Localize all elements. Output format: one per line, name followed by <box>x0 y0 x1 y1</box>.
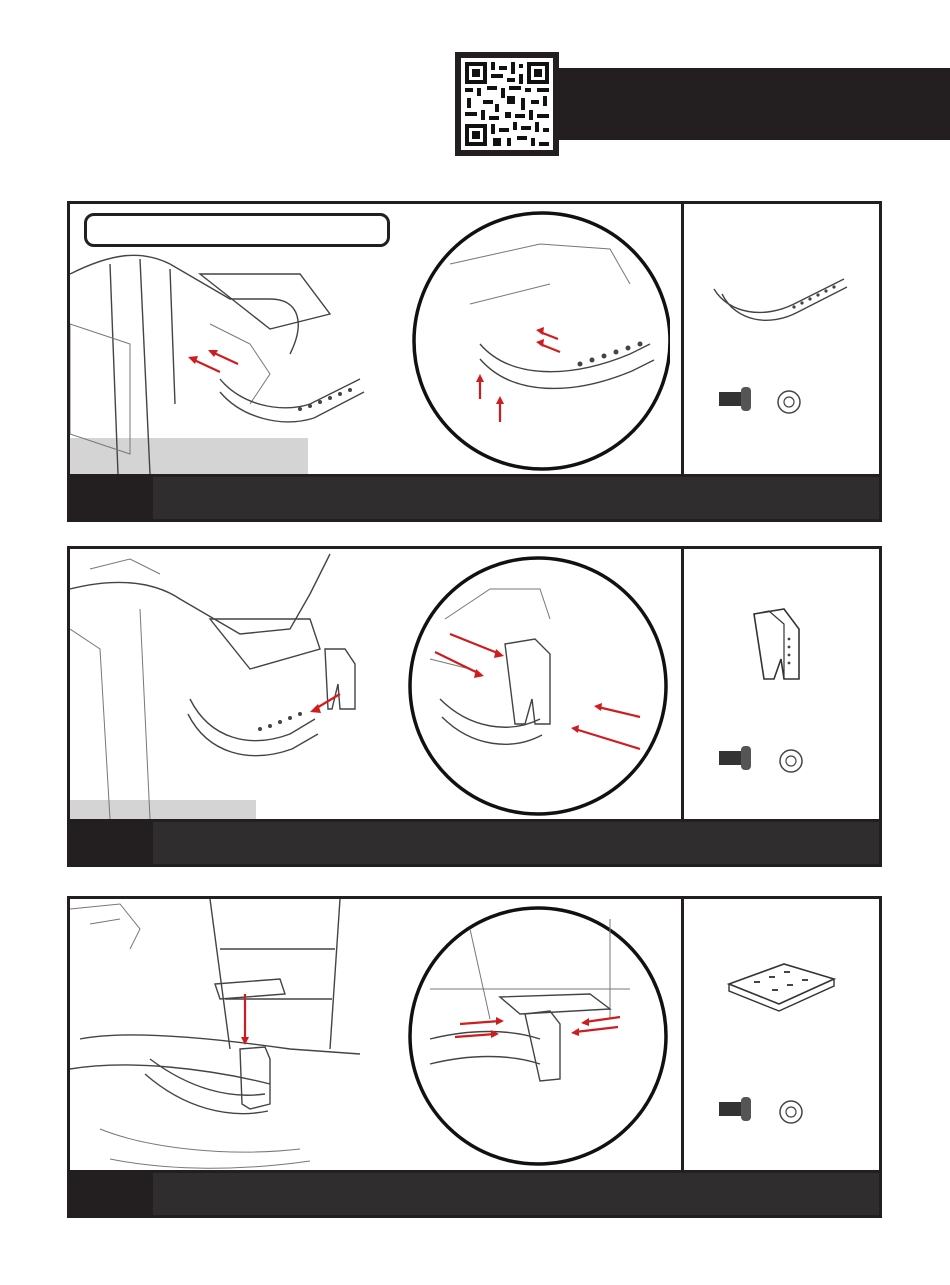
step-panel-2 <box>67 546 882 867</box>
step-footer-2 <box>70 819 879 864</box>
header-title-bar <box>559 68 950 140</box>
assembly-illustration <box>70 549 670 819</box>
step-number-badge <box>70 822 153 864</box>
qr-code <box>455 52 559 156</box>
qr-code-icon <box>461 58 553 150</box>
step-number-badge <box>70 1173 153 1215</box>
washer-icon <box>778 391 800 413</box>
step-panel-3 <box>67 896 882 1218</box>
step-panel-1 <box>67 201 882 522</box>
parts-list <box>684 899 880 1171</box>
button-head-bolt-icon <box>719 746 751 770</box>
button-head-bolt-icon <box>719 387 751 411</box>
parts-list <box>684 549 880 819</box>
washer-icon <box>780 1101 802 1123</box>
button-head-bolt-icon <box>719 1097 751 1121</box>
step-footer-1 <box>70 474 879 519</box>
step-footer-3 <box>70 1170 879 1215</box>
curved-bar-icon <box>714 279 847 320</box>
bracket-icon <box>754 609 799 679</box>
assembly-illustration <box>70 204 670 474</box>
assembly-illustration <box>70 899 670 1171</box>
washer-icon <box>780 750 802 772</box>
parts-list <box>684 204 880 474</box>
mounting-plate-icon <box>729 964 834 1011</box>
step-number-badge <box>70 477 153 519</box>
